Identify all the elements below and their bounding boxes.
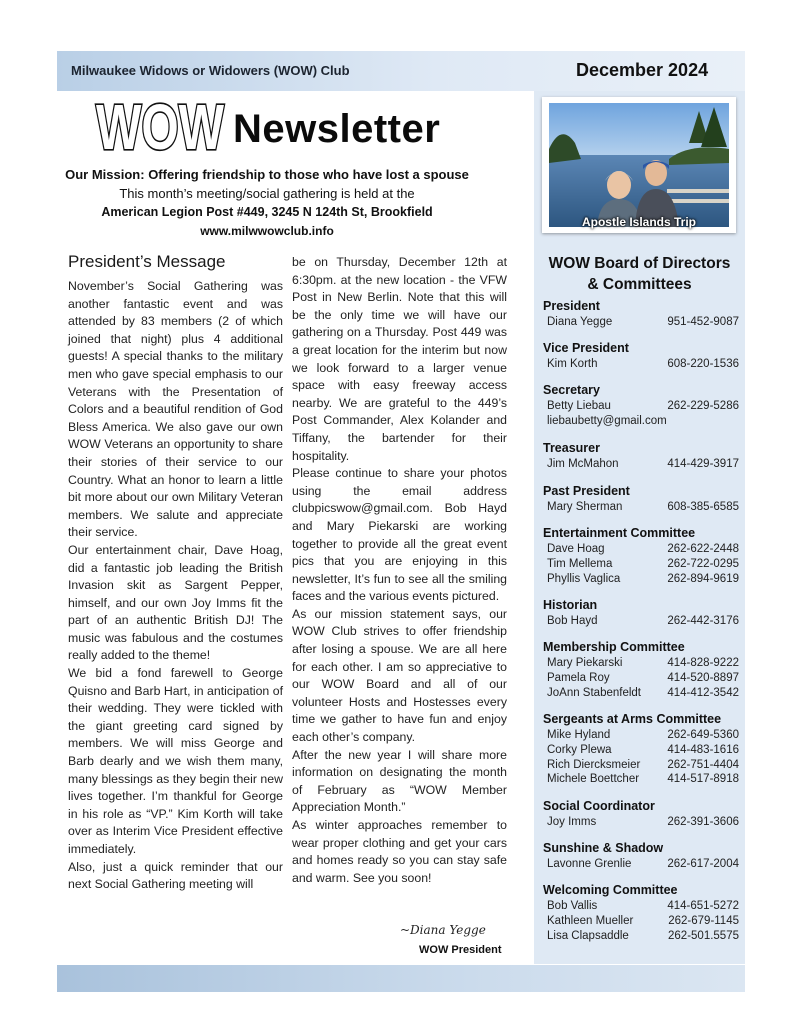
member-phone: 414-483-1616: [667, 743, 739, 756]
member-phone: 262-622-2448: [667, 543, 739, 555]
board-member: [543, 671, 743, 686]
member-name: Joy Imms: [547, 816, 597, 828]
presidents-message-column-1: [68, 278, 283, 894]
presidents-message-heading: President’s Message: [68, 252, 226, 271]
board-group-treasurer: [543, 440, 743, 472]
member-name: Mary Piekarski: [547, 657, 623, 669]
member-name: Lavonne Grenlie: [547, 858, 632, 870]
member-name: Pamela Roy: [547, 671, 610, 684]
member-name: Bob Hayd: [547, 615, 598, 627]
member-name: Lisa Clapsaddle: [547, 929, 629, 942]
group-title: Membership Committee: [543, 640, 685, 654]
member-name: Diana Yegge: [547, 316, 613, 328]
board-member: [543, 772, 743, 787]
group-title: Treasurer: [543, 441, 600, 455]
board-member: [543, 315, 743, 330]
trip-photo-image: [549, 103, 729, 227]
mission-label: Our Mission:: [65, 167, 145, 182]
board-group-secretary: [543, 382, 743, 429]
board-group-vice-president: [543, 340, 743, 372]
member-phone: 414-412-3542: [667, 686, 739, 699]
member-phone: 262-722-0295: [667, 557, 739, 570]
member-name: Rich Diercksmeier: [547, 758, 641, 771]
member-phone: 414-828-9222: [667, 657, 739, 669]
member-phone: 262-501.5575: [668, 929, 739, 942]
paragraph: We bid a fond farewell to George Quisno and Barb Hart, in anticipation of their wedding. They were tickled with the giant greeting card signed by members. We will miss George and Barb dearly and we wish them many, many blessings as they begin their new lives together. I’m thankful for George in his role as “VP.” Kim Korth will take over as Interim Vice President effective immediately.: [68, 666, 283, 856]
board-group-sergeants-at-arms: [543, 711, 743, 787]
board-group-sunshine-shadow: [543, 840, 743, 872]
board-group-president: [543, 298, 743, 330]
member-phone: 262-894-9619: [667, 572, 739, 585]
board-member: [543, 656, 743, 671]
board-title-line-2: & Committees: [587, 276, 692, 293]
member-name: Jim McMahon: [547, 458, 619, 470]
meeting-intro: This month’s meeting/social gathering is held at the: [119, 186, 415, 201]
member-name: Tim Mellema: [547, 557, 613, 570]
board-group-past-president: [543, 483, 743, 515]
board-member: [543, 929, 743, 944]
paragraph: After the new year I will share more information on designating the month of February as “WOW Member Appreciation Month.”: [292, 747, 507, 815]
signature-role: WOW President: [419, 944, 502, 956]
group-title: Vice President: [543, 341, 629, 355]
member-phone: 262-649-5360: [667, 729, 739, 741]
board-member: [543, 399, 743, 414]
board-member: [543, 758, 743, 773]
member-name: Corky Plewa: [547, 743, 612, 756]
member-phone: 608-220-1536: [667, 358, 739, 370]
member-name: Kim Korth: [547, 358, 598, 370]
board-title: [534, 253, 745, 295]
group-title: Social Coordinator: [543, 799, 655, 813]
paragraph: As our mission statement says, our WOW Club strives to offer friendship after losing a spouse. We are all here for each other. I am so appreciative to our WOW Board and all of our volunteer Hosts and Hostesses every time we gather to have fun and enjoy each other’s company.: [292, 606, 507, 745]
member-email[interactable]: liebaubetty@gmail.com: [547, 414, 667, 427]
paragraph: As winter approaches remember to wear proper clothing and get your cars and homes ready so you can stay safe and warm. See you soon!: [292, 818, 507, 885]
board-member: [543, 743, 743, 758]
trip-photo: [542, 97, 736, 233]
board-member: [543, 815, 743, 830]
member-phone: 262-229-5286: [667, 400, 739, 412]
group-title: Secretary: [543, 383, 600, 397]
board-member: [543, 457, 743, 472]
group-title: Sergeants at Arms Committee: [543, 712, 722, 726]
meeting-place: American Legion Post #449, 3245 N 124th St, Brookfield: [101, 205, 433, 219]
member-phone: 951-452-9087: [667, 316, 739, 328]
club-name: Milwaukee Widows or Widowers (WOW) Club: [71, 63, 350, 78]
board-group-historian: [543, 597, 743, 629]
group-title: Welcoming Committee: [543, 883, 678, 897]
member-name: Dave Hoag: [547, 543, 605, 555]
paragraph: be on Thursday, December 12th at 6:30pm. at the new location - the VFW Post in New Berlin. Note that this will be the only time we will have our gathering on a Thursday. Post 449 was a great location for the interim but now we look forward to a larger venue space with easy freeway access nearby. We are grateful to the 449’s Post Commander, Alex Kolander and Tiffany, the bartender for their hospitality.: [292, 255, 507, 463]
board-group-social-coordinator: [543, 798, 743, 830]
mission-text: Offering friendship to those who have lost a spouse: [148, 167, 469, 182]
member-name: Phyllis Vaglica: [547, 572, 621, 585]
member-phone: 262-617-2004: [667, 858, 739, 870]
board-member: [543, 542, 743, 557]
group-title: President: [543, 299, 600, 313]
board-member: [543, 857, 743, 872]
board-member: [543, 572, 743, 587]
member-name: Kathleen Mueller: [547, 914, 634, 927]
member-phone: 414-429-3917: [667, 458, 739, 470]
member-phone: 414-651-5272: [667, 900, 739, 912]
photo-caption: Apostle Islands Trip: [581, 215, 697, 229]
member-phone: 414-520-8897: [667, 671, 739, 684]
board-member: [543, 899, 743, 914]
paragraph: Please continue to share your photos using the email address clubpicswow@gmail.com. Bob Hayd and Mary Piekarski are working together to provide all the great event pics that you are enjoying in this newsletter, It’s fun to see all the smiling faces and the various events pictured.: [292, 466, 507, 604]
presidents-message-column-2: [292, 254, 507, 887]
website-link[interactable]: www.milwwowclub.info: [200, 224, 334, 238]
group-title: Past President: [543, 484, 630, 498]
board-member: [543, 914, 743, 929]
paragraph: Also, just a quick reminder that our next Social Gathering meeting will: [68, 859, 283, 892]
newsletter-title: Newsletter: [233, 107, 441, 151]
board-member: [543, 357, 743, 372]
board-group-membership: [543, 639, 743, 700]
member-phone: 262-679-1145: [668, 914, 739, 927]
member-name: JoAnn Stabenfeldt: [547, 686, 641, 699]
member-name: Bob Vallis: [547, 900, 598, 912]
board-title-line-1: WOW Board of Directors: [548, 255, 731, 272]
member-phone: 262-391-3606: [667, 816, 739, 828]
member-phone: 262-442-3176: [667, 615, 739, 627]
footer-band: [57, 965, 745, 992]
group-title: Entertainment Committee: [543, 526, 696, 540]
mission-statement: [0, 167, 534, 182]
board-member: [543, 557, 743, 572]
signature: ~Diana Yegge: [400, 923, 486, 937]
member-name: Mike Hyland: [547, 729, 611, 741]
board-member: [543, 728, 743, 743]
member-name: Betty Liebau: [547, 400, 611, 412]
group-title: Sunshine & Shadow: [543, 841, 664, 855]
board-group-welcoming: [543, 882, 743, 943]
member-name: Michele Boettcher: [547, 773, 640, 786]
paragraph: November’s Social Gathering was another fantastic event and was attended by 83 members (2 of which joined that night) plus 4 additional guests! A special thanks to the military men who gave special emphasis to our Veterans with the Presentation of Colors and a beautiful rendition of God Bless America. We also gave our own WOW Veterans an opportunity to share their stories of their service to our Country. What an honor to learn a little bit more about our own Military Veteran members. We salute and appreciate their service.: [68, 279, 283, 540]
board-member: [543, 500, 743, 515]
paragraph: Our entertainment chair, Dave Hoag, did a fantastic job leading the British Invasion skit as Sargent Pepper, himself, and our own Joy Imms fit the part of an authentic British DJ! The music was fabulous and the costumes really added to the theme!: [68, 542, 283, 663]
member-phone: 414-517-8918: [667, 773, 739, 786]
group-title: Historian: [543, 598, 598, 612]
member-name: Mary Sherman: [547, 501, 623, 513]
member-phone: 608-385-6585: [667, 501, 739, 513]
wow-logo: [93, 91, 228, 163]
member-phone: 262-751-4404: [667, 758, 739, 771]
board-member: [543, 614, 743, 629]
board-member: [543, 686, 743, 701]
wow-logo-text: WOW: [96, 91, 225, 163]
issue-date: December 2024: [576, 60, 709, 80]
board-group-entertainment: [543, 525, 743, 586]
